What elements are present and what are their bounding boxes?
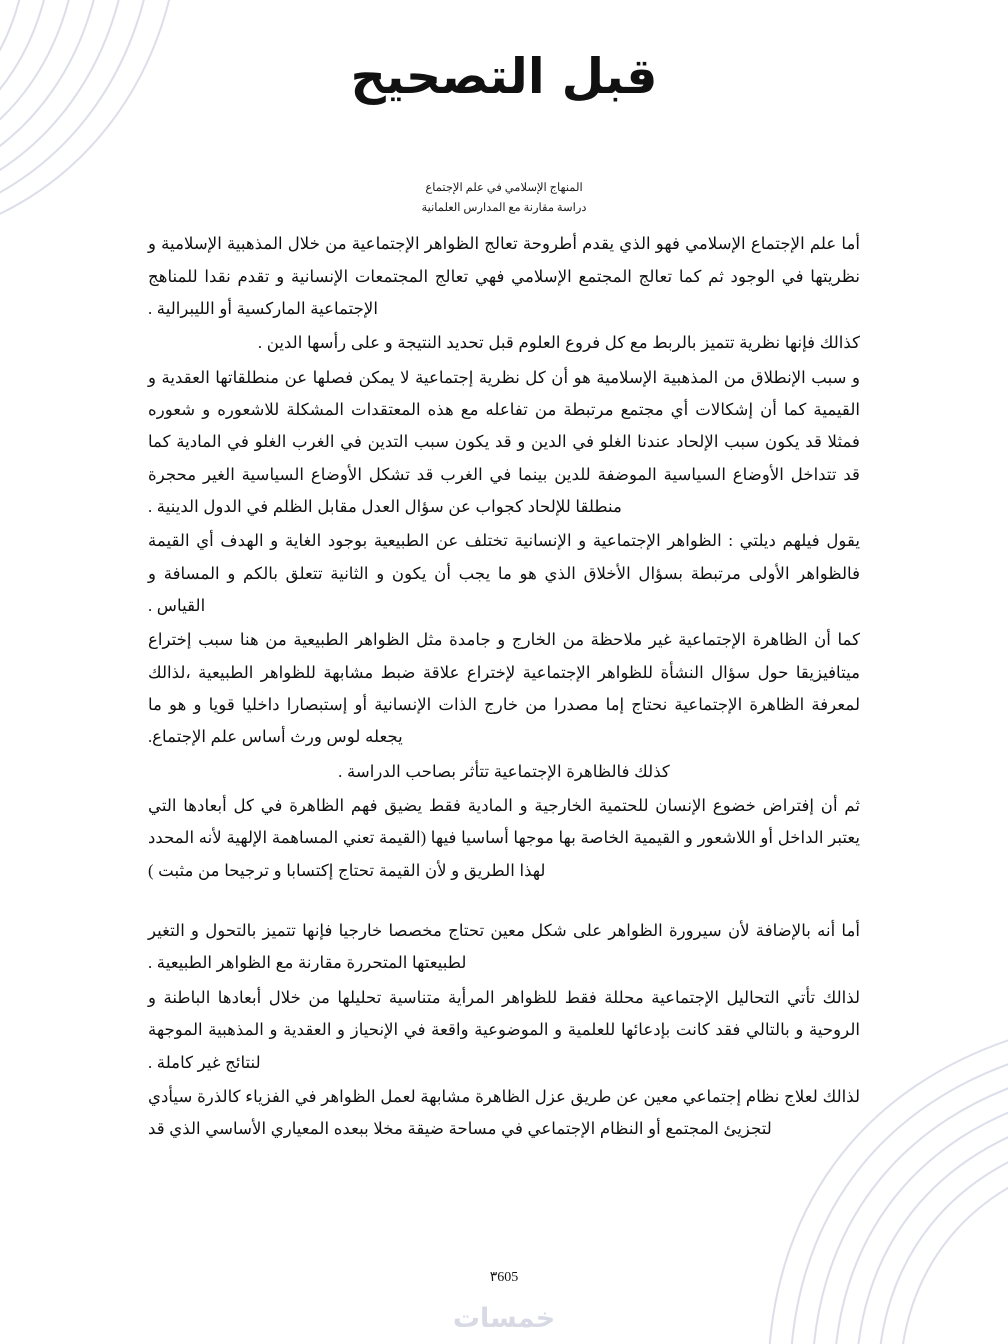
paragraph: لذالك لعلاج نظام إجتماعي معين عن طريق عزل الظاهرة مشابهة لعمل الظواهر في الفزياء كالذرة سيأدي لتجزيئ المجتمع أو النظام الإجتماعي في مساحة ضيقة مخلا ببعده المعياري الأساسي الذي قد: [148, 1086, 860, 1139]
article-heading-line-2: دراسة مقارنة مع المدارس العلمانية: [421, 202, 587, 215]
document-body: [148, 178, 860, 1148]
paragraph: يقول فيلهم ديلتي : الظواهر الإجتماعية و الإنسانية تختلف عن الطبيعية بوجود الغاية و الهدف أي القيمة فالظواهر الأولى مرتبطة بسؤال الأخلاق الذي هو ما يجب أن يكون و الثانية تتعلق بالكم و المسافة و القياس .: [148, 531, 860, 616]
page-title: قبل التصحيح: [350, 48, 658, 105]
paragraph: أما علم الإجتماع الإسلامي فهو الذي يقدم أطروحة تعالج الظواهر الإجتماعية من خلال المذهبية الإسلامية و نظريتها في الوجود ثم كما تعالج المجتمع الإسلامي فهي تعالج المجتمعات الإنسانية و تقدم نقدا للمناهج الإجتماعية الماركسية أو الليبرالية .: [148, 234, 860, 318]
paragraph: و سبب الإنطلاق من المذهبية الإسلامية هو أن كل نظرية إجتماعية لا يمكن فصلها عن منطلقاتها العقدية و القيمية كما أن إشكالات أي مجتمع مرتبطة من تفاعله مع هذه المعتقدات المشكلة للاشعوره و شعوره فمثلا قد يكون سبب الإلحاد عندنا الغلو في الدين و قد يكون سبب التدين في الغرب الغلو في المادية كما قد تتداخل الأوضاع السياسية الموضفة للدين بينما في الغرب قد تشكل الأوضاع السياسية الغير محجرة منطلقا للإلحاد كجواب عن سؤال العدل مقابل الظلم في الدول الدينية .: [148, 367, 860, 516]
paragraph: كذالك فإنها نظرية تتميز بالربط مع كل فروع العلوم قبل تحديد النتيجة و على رأسها الدين .: [257, 333, 860, 353]
paragraph: أما أنه بالإضافة لأن سيرورة الظواهر على شكل معين تحتاج مخصصا خارجيا فإنها تتميز بالتحول و التغير لطبيعتها المتحررة مقارنة مع الظواهر الطبيعية .: [148, 921, 860, 973]
paragraph: لذالك تأتي التحاليل الإجتماعية محللة فقط للظواهر المرأية متناسية تحليلها من خلال أبعادها الباطنة و الروحية و بالتالي فقد كانت بإدعائها للعلمية و الموضوعية واقعة في الإنحياز و العقدية و المذهبية الموجهة لنتائج غير كاملة .: [148, 987, 860, 1072]
watermark: خمسات: [452, 1303, 556, 1334]
paragraph: ثم أن إفتراض خضوع الإنسان للحتمية الخارجية و المادية فقط يضيق فهم الظاهرة في كل أبعادها التي يعتبر الداخل أو اللاشعور و القيمية الخاصة بها موجها أساسيا فيها (القيمة تعني المساهمة الإلهية لأنه المحدد لهذا الطريق و لأن القيمة تحتاج إكتسابا و ترجيحا من مثبت ): [148, 796, 860, 880]
article-heading: [148, 178, 860, 218]
paragraph-spacer: [148, 889, 860, 915]
page-number: ٣605: [489, 1270, 519, 1285]
article-heading-line-1: المنهاج الإسلامي في علم الإجتماع: [425, 182, 583, 194]
paragraph: كذلك فالظاهرة الإجتماعية تتأثر بصاحب الدراسة .: [338, 761, 670, 781]
paragraph: كما أن الظاهرة الإجتماعية غير ملاحظة من الخارج و جامدة مثل الظواهر الطبيعية من هنا سبب إختراع ميتافيزيقا حول سؤال النشأة للظواهر الإجتماعية لإختراع علاقة ضبط مشابهة للظواهر الطبيعية ،لذالك لمعرفة الظاهرة الإجتماعية نحتاج إما مصدرا من خارج الذات الإنسانية أو إستبصارا داخليا قويا و هو ما يجعله لوس ورث أساس علم الإجتماع.: [148, 630, 860, 747]
